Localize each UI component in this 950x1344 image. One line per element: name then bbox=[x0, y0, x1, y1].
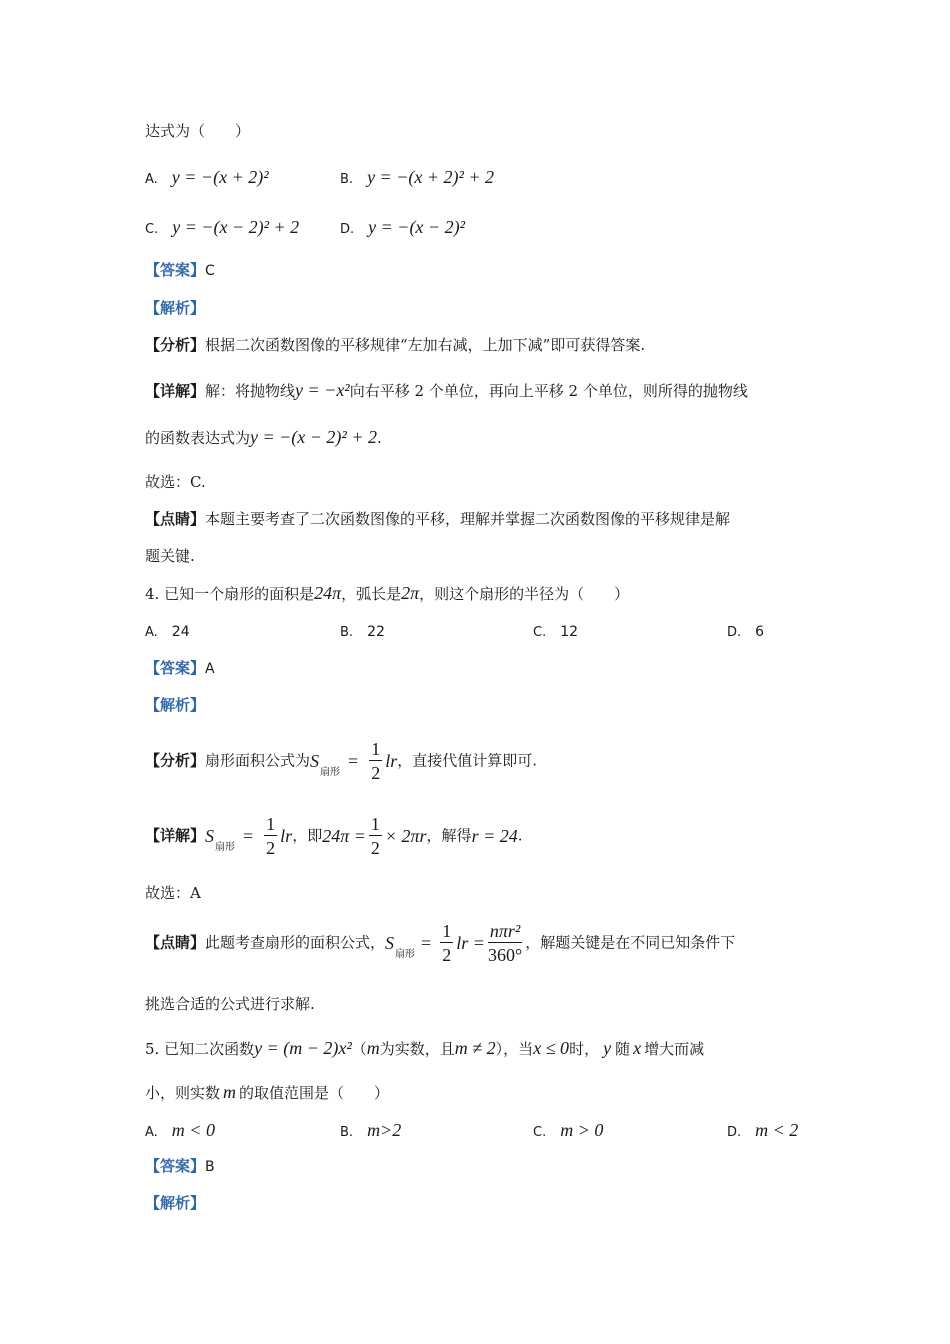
q3-option-d-expr: y = −(x − 2)² bbox=[368, 217, 465, 237]
q4-detail: 【详解】$S_{扇形}=$ $\frac{1}{2}$ lr，即24π = $\frac{1}{2}$ × 2πr，解得r = 24. bbox=[145, 814, 523, 858]
fenxi-tag: 【分析】 bbox=[145, 336, 206, 354]
fraction: $\frac{1}{2}$ bbox=[266, 814, 276, 858]
q3-answer: 【答案】C bbox=[145, 261, 215, 279]
q4-option-d: D. 6 bbox=[727, 624, 765, 640]
q4-option-b: B. 22 bbox=[340, 624, 385, 640]
q4-fenxi: 【分析】扇形面积公式为$S_{扇形}=$ $\frac{1}{2}$ lr，直接代值计算即可. bbox=[145, 739, 537, 783]
q5-option-b: B. m>2 bbox=[340, 1120, 402, 1140]
q5-analysis-header: 【解析】 bbox=[145, 1194, 206, 1212]
analysis-tag: 【解析】 bbox=[145, 299, 206, 317]
fraction: $\frac{1}{2}$ bbox=[442, 921, 452, 965]
q5-answer: 【答案】B bbox=[145, 1157, 215, 1175]
fraction: $\frac{1}{2}$ bbox=[371, 739, 381, 783]
fraction: $\frac{1}{2}$ bbox=[370, 814, 380, 858]
q3-option-c: C. y = −(x − 2)² + 2 bbox=[145, 217, 300, 237]
q3-dianjing-line2: 题关键. bbox=[145, 547, 195, 565]
q3-option-c-expr: y = −(x − 2)² + 2 bbox=[172, 217, 300, 237]
q4-option-c: C. 12 bbox=[533, 624, 579, 640]
q3-option-b-expr: y = −(x + 2)² + 2 bbox=[367, 167, 495, 187]
xiangjie-tag: 【详解】 bbox=[145, 382, 206, 400]
q5-option-c: C. m > 0 bbox=[533, 1120, 604, 1140]
q3-option-d: D. y = −(x − 2)² bbox=[340, 217, 465, 237]
q3-detail-line1: 【详解】解：将抛物线y = −x²向右平移 2 个单位，再向上平移 2 个单位，则所得的抛物线 bbox=[145, 380, 748, 400]
q5-stem-line1: 5. 已知二次函数y = (m − 2)x²（m为实数，且m ≠ 2），当x ≤ 0时， y 随 x 增大而减 bbox=[145, 1038, 705, 1058]
dianjing-tag: 【点睛】 bbox=[145, 510, 206, 528]
q4-answer: 【答案】A bbox=[145, 659, 215, 677]
q5-option-a: A. m < 0 bbox=[145, 1120, 215, 1140]
q4-dianjing-line2: 挑选合适的公式进行求解. bbox=[145, 995, 315, 1013]
q3-choice: 故选：C. bbox=[145, 473, 206, 491]
q4-analysis-header: 【解析】 bbox=[145, 696, 206, 714]
q3-option-b: B. y = −(x + 2)² + 2 bbox=[340, 167, 495, 187]
q3-analysis-header bbox=[145, 301, 205, 316]
q5-option-d: D. m < 2 bbox=[727, 1120, 799, 1140]
q3-option-a-expr: y = −(x + 2)² bbox=[171, 167, 269, 187]
q4-option-a: A. 24 bbox=[145, 624, 190, 640]
q3-stem-tail: 达式为（ ） bbox=[145, 122, 251, 140]
q3-fenxi: 【分析】根据二次函数图像的平移规律“左加右减，上加下减”即可获得答案. bbox=[145, 336, 646, 354]
q3-option-a: A. y = −(x + 2)² bbox=[145, 167, 269, 187]
q4-stem: 4. 已知一个扇形的面积是24π，弧长是2π，则这个扇形的半径为（ ） bbox=[145, 583, 630, 603]
fraction: $\frac{\text{nπr²}}{360^\circ}$ bbox=[487, 921, 523, 965]
q3-dianjing-line1: 【点睛】本题主要考查了二次函数图像的平移，理解并掌握二次函数图像的平移规律是解 bbox=[145, 510, 731, 528]
q3-detail-line2: 的函数表达式为y = −(x − 2)² + 2. bbox=[145, 427, 382, 447]
q4-choice: 故选：A bbox=[145, 884, 201, 902]
answer-tag: 【答案】 bbox=[145, 261, 206, 279]
q5-stem-line2: 小，则实数 m 的取值范围是（ ） bbox=[145, 1082, 390, 1102]
q4-dianjing-line1: 【点睛】此题考查扇形的面积公式，$S_{扇形}=$ $\frac{1}{2}$ lr = $\frac{\text{nπr²}}{360^\circ}$ ，解题关键是在不同已知条件下 bbox=[145, 921, 736, 965]
